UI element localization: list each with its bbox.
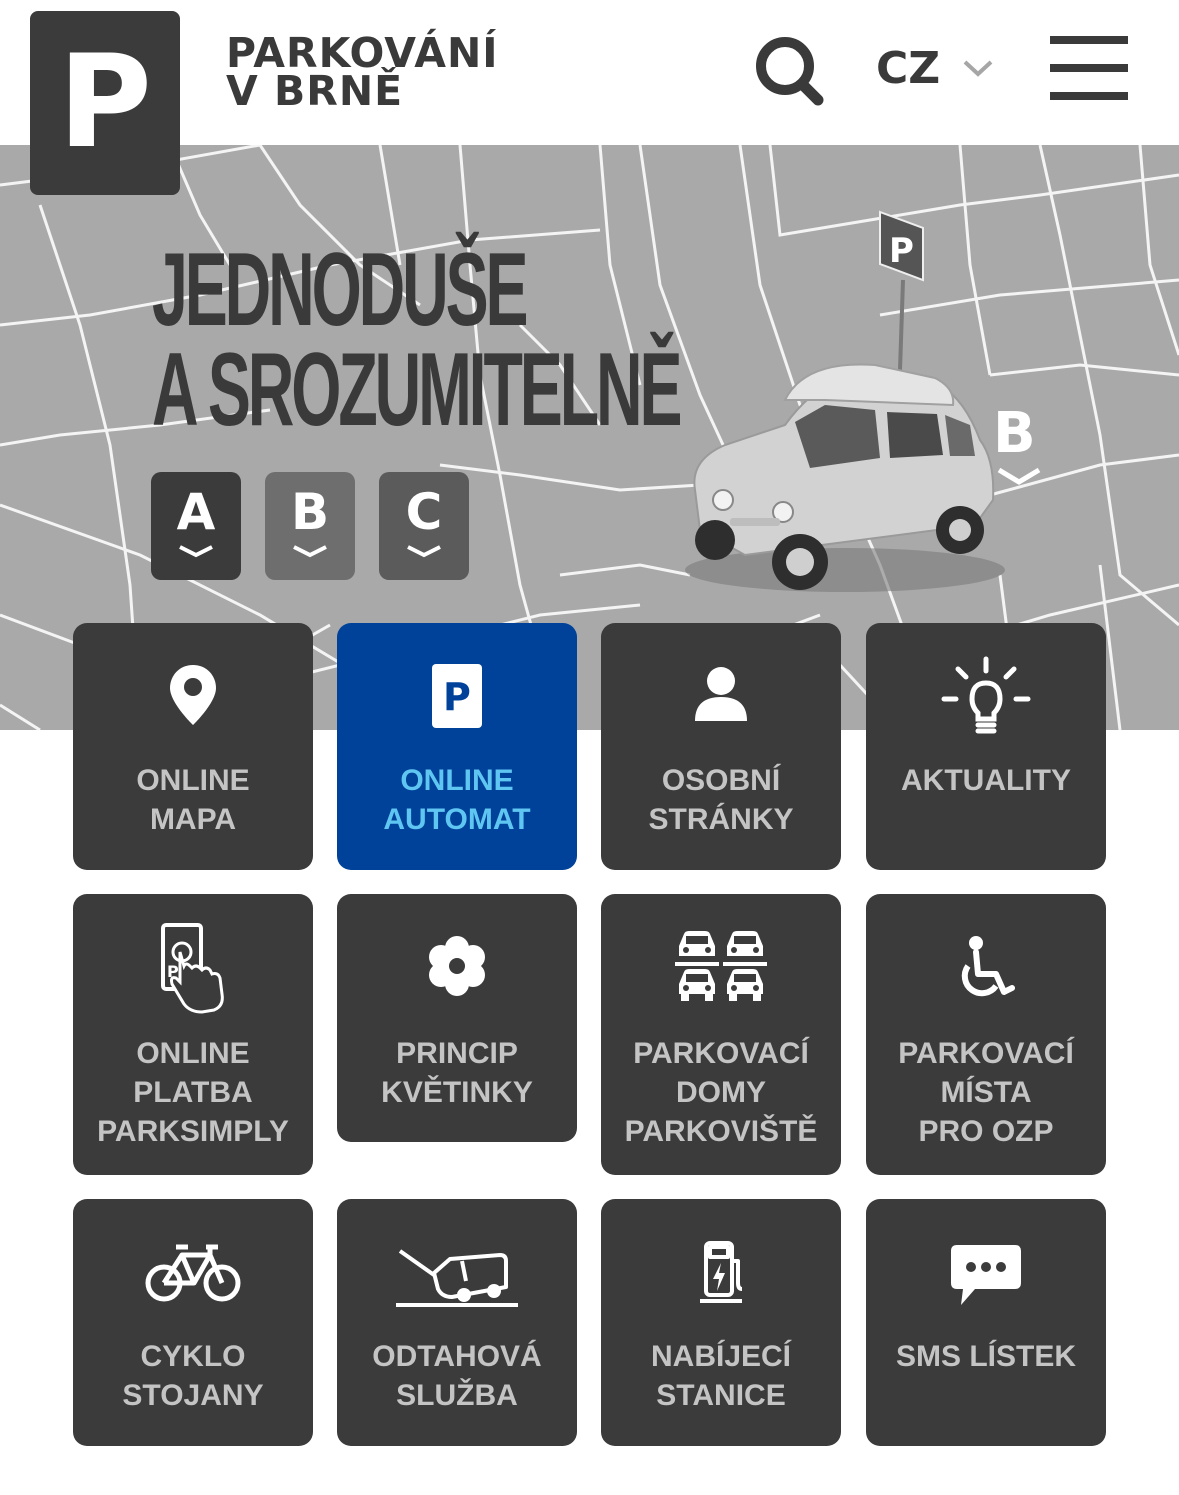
zone-b-label: B	[290, 483, 330, 541]
tile-parkovaci-domy[interactable]	[601, 894, 841, 1175]
tile-sms-listek[interactable]	[866, 1199, 1106, 1446]
sms-bubble-icon	[949, 1243, 1023, 1307]
tile-online-automat[interactable]	[337, 623, 577, 870]
menu-bar	[1050, 92, 1128, 100]
phone-tap-icon	[158, 922, 228, 1016]
site-title[interactable]	[226, 29, 499, 115]
tile-label: ONLINE AUTOMAT	[383, 764, 531, 836]
tile-label: CYKLO STOJANY	[122, 1340, 264, 1412]
chevron-down-icon	[962, 58, 994, 78]
bicycle-icon	[144, 1241, 242, 1303]
tile-princip-kvetinky[interactable]	[337, 894, 577, 1142]
zone-a-badge[interactable]	[151, 472, 241, 580]
tile-osobni-stranky[interactable]	[601, 623, 841, 870]
tile-parkovaci-mista-ozp[interactable]	[866, 894, 1106, 1175]
parking-sign-icon	[431, 663, 483, 729]
hero-title-line2: A SROZUMITELNĚ	[152, 332, 680, 448]
map-zone-label: B	[993, 401, 1036, 466]
tile-label: ONLINE PLATBA PARKSIMPLY	[97, 1037, 289, 1148]
tile-odtahova-sluzba[interactable]	[337, 1199, 577, 1446]
tile-label: PARKOVACÍ MÍSTA PRO OZP	[898, 1037, 1074, 1148]
search-button[interactable]	[752, 34, 828, 106]
hero-title-line1: JEDNODUŠE	[152, 232, 526, 348]
tile-online-platba[interactable]	[73, 894, 313, 1175]
zone-b-badge[interactable]	[265, 472, 355, 580]
charging-station-icon	[696, 1239, 746, 1305]
site-title-line2: V BRNĚ	[226, 67, 404, 115]
tile-label: PRINCIP KVĚTINKY	[381, 1037, 533, 1109]
hero-title	[152, 232, 680, 448]
tile-cyklo-stojany[interactable]	[73, 1199, 313, 1446]
logo-letter: P	[58, 28, 152, 177]
chevron-down-icon	[177, 544, 215, 558]
light-bulb-icon	[940, 655, 1032, 735]
car-illustration	[675, 200, 1075, 600]
tile-label: NABÍJECÍ STANICE	[650, 1340, 792, 1412]
user-icon	[693, 665, 749, 723]
tile-label: AKTUALITY	[901, 764, 1071, 797]
hamburger-menu-button[interactable]	[1050, 36, 1128, 100]
tile-label: OSOBNÍ STRÁNKY	[648, 764, 794, 836]
svg-text:P: P	[443, 675, 471, 719]
svg-text:P: P	[167, 962, 179, 981]
site-title-line1: PARKOVÁNÍ	[226, 29, 499, 77]
logo[interactable]	[30, 11, 180, 195]
tile-label: ONLINE MAPA	[136, 764, 250, 836]
menu-bar	[1050, 64, 1128, 72]
sign-letter: P	[889, 231, 914, 271]
tow-truck-icon	[394, 1245, 520, 1309]
menu-bar	[1050, 36, 1128, 44]
chevron-down-icon	[405, 544, 443, 558]
zone-a-label: A	[176, 483, 216, 541]
zone-c-label: C	[405, 483, 443, 541]
flower-icon	[426, 934, 488, 998]
tile-nabijeci-stanice[interactable]	[601, 1199, 841, 1446]
language-selector[interactable]	[876, 38, 994, 98]
tile-label: ODTAHOVÁ SLUŽBA	[372, 1340, 542, 1412]
zone-c-badge[interactable]	[379, 472, 469, 580]
tile-online-mapa[interactable]	[73, 623, 313, 870]
tile-aktuality[interactable]	[866, 623, 1106, 870]
map-pin-icon	[168, 663, 218, 727]
tile-label: SMS LÍSTEK	[895, 1340, 1076, 1373]
cars-icon	[675, 928, 767, 1002]
search-icon	[752, 34, 828, 106]
tile-label: PARKOVACÍ DOMY PARKOVIŠTĚ	[624, 1037, 818, 1148]
chevron-down-icon	[291, 544, 329, 558]
language-code: CZ	[876, 42, 941, 94]
wheelchair-icon	[956, 934, 1016, 1000]
